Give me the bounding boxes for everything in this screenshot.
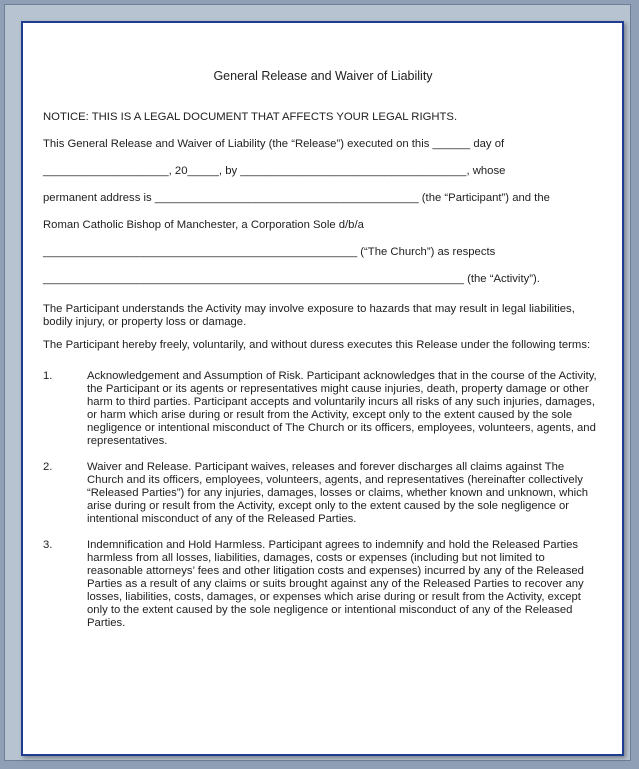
form-line-5: __________________________________________________ (“The Church”) as respects xyxy=(43,246,496,258)
term-item-3 xyxy=(43,539,599,630)
legal-notice: NOTICE: THIS IS A LEGAL DOCUMENT THAT AFFECTS YOUR LEGAL RIGHTS. xyxy=(43,111,458,123)
term-text: Waiver and Release. Participant waives, releases and forever discharges all claims against The Church and its officers, employees, volunteers, agents, and representatives (hereinafter collectively “Released Parties”) for any injuries, damages, losses or claims, whether known and unknown, which arise during or result from the Activity, except only to the extent caused by the sole negligence or intentional misconduct of any of the Released Parties. xyxy=(87,461,589,525)
paragraph-hazards: The Participant understands the Activity may involve exposure to hazards that may result in legal liabilities, bodily injury, or property loss or damage. xyxy=(43,303,575,328)
document-title: General Release and Waiver of Liability xyxy=(213,69,433,83)
term-number: 3. xyxy=(43,539,53,551)
term-number: 2. xyxy=(43,461,53,473)
form-line-3: permanent address is __________________________________________ (the “Participant”) and the xyxy=(43,192,550,204)
document-body xyxy=(43,69,599,643)
image-frame xyxy=(4,4,631,761)
term-text: Indemnification and Hold Harmless. Participant agrees to indemnify and hold the Released Parties harmless from all losses, liabilities, damages, costs or expenses (including but not limited to reasonable attorneys’ fees and other litigation costs and expenses) incurred by any of the Released Parties as a result of any claims or suits brought against any of the Released Parties to recover any losses, liabilities, costs, damages, or expenses which arise during or result from the Activity, except only to the extent caused by the sole negligence or intentional misconduct of any of the Released Parties. xyxy=(87,539,584,629)
term-item-2 xyxy=(43,461,599,526)
term-text: Acknowledgement and Assumption of Risk. Participant acknowledges that in the course of the Activity, the Participant or its agents or representatives might cause injuries, death, property damage or other harm to third parties. Participant accepts and voluntarily incurs all risks of any such injuries, damages, or harm which arise during or result from the Activity, except only to the extent caused by the sole negligence or intentional misconduct of The Church or its officers, employees, volunteers, agents, and representatives. xyxy=(87,370,597,447)
form-line-2: ____________________, 20_____, by ____________________________________, whose xyxy=(43,165,506,177)
term-item-1 xyxy=(43,370,599,448)
form-line-1: This General Release and Waiver of Liability (the “Release”) executed on this ______ day of xyxy=(43,138,505,150)
term-number: 1. xyxy=(43,370,53,382)
form-line-4: Roman Catholic Bishop of Manchester, a Corporation Sole d/b/a xyxy=(43,219,364,231)
paragraph-terms-intro: The Participant hereby freely, voluntarily, and without duress executes this Release under the following terms: xyxy=(43,339,591,351)
form-line-6: ___________________________________________________________________ (the “Activity”). xyxy=(43,273,540,285)
document-page xyxy=(21,21,624,756)
